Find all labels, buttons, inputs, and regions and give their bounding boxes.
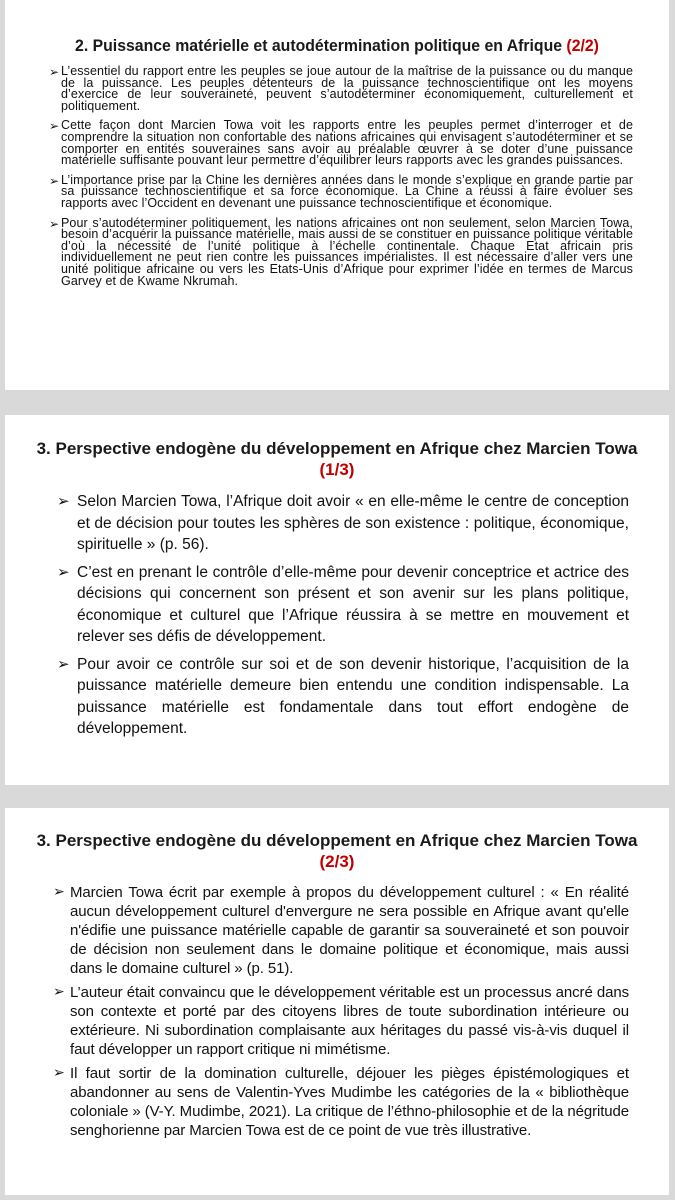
bullet-list bbox=[5, 480, 669, 740]
bullet-text: L’auteur était convaincu que le développement véritable est un processus ancré dans son contexte et porté par des citoyens libres de toute subordination intérieure ou extérieure. Ni subordination complaisante aux héritages du passé vis-à-vis duquel il faut développer un rapport critique ni mimétisme. bbox=[70, 984, 629, 1058]
slide-perspective-endogene-2 bbox=[5, 808, 669, 1195]
bullet-item bbox=[55, 983, 629, 1059]
bullet-text: Cette façon dont Marcien Towa voit les rapports entre les peuples permet d’interroger et de comprendre la situation non confortable des nations africaines qui envisagent s’autodéterminer et se comporter en entités souveraines sans avoir au préalable œuvrer à se doter d’une puissance matérielle suffisante pouvant leur permettre d’équilibrer leurs rapports avec les grandes puissances. bbox=[61, 118, 633, 168]
arrow-bullet-icon: ➢ bbox=[57, 562, 70, 581]
bullet-item bbox=[55, 654, 629, 740]
bullet-item bbox=[49, 172, 633, 210]
bullet-list bbox=[5, 872, 669, 1140]
arrow-bullet-icon: ➢ bbox=[57, 492, 70, 510]
bullet-item bbox=[51, 120, 633, 166]
bullet-item bbox=[55, 1064, 629, 1140]
arrow-bullet-icon: ➢ bbox=[53, 1065, 65, 1081]
slide-title-text: 3. Perspective endogène du développement en Afrique chez Marcien Towa bbox=[36, 831, 638, 850]
slide-part-indicator: (1/3) bbox=[319, 460, 355, 479]
slide-part-indicator: (2/3) bbox=[319, 852, 355, 871]
bullet-text: Marcien Towa écrit par exemple à propos du développement culturel : « En réalité aucun développement culturel d'envergure ne sera possible en Afrique avant qu'elle n'édifie une puissance matérielle capable de garantir sa souveraineté et son pouvoir de décision non seulement dans le domaine politique et économique, mais aussi dans le domaine culturel » (p. 51). bbox=[70, 884, 629, 977]
bullet-text: Pour avoir ce contrôle sur soi et de son devenir historique, l’acquisition de la puissance matérielle demeure bien entendu une condition indispensable. La puissance matérielle est fondamentale dans tout effort endogène de développement. bbox=[77, 655, 629, 737]
bullet-text: L’essentiel du rapport entre les peuples se joue autour de la maîtrise de la puissance ou du manque de la puissance. Les peuples détenteurs de la puissance technoscientifique ont les moyens d’exercice de leur souveraineté, peuvent s’autodéterminer économiquement, culturellement et politiquement. bbox=[61, 64, 633, 113]
slide-puissance-materielle bbox=[5, 0, 669, 390]
arrow-bullet-icon: ➢ bbox=[53, 984, 65, 1000]
bullet-text: C’est en prenant le contrôle d’elle-même pour devenir conceptrice et actrice des décisions qui concernent son présent et son avenir sur les plans politique, économique et culturel que l’Afrique réussira à se mettre en mouvement et relever ses défis de développement. bbox=[77, 563, 629, 645]
slide-title bbox=[5, 415, 669, 480]
arrow-bullet-icon: ➢ bbox=[49, 119, 60, 134]
bullet-text: Selon Marcien Towa, l’Afrique doit avoir « en elle-même le centre de conception et de décision pour toutes les sphères de son existence : politique, économique, spirituelle » (p. 56). bbox=[77, 493, 629, 553]
slide-part-indicator: (2/2) bbox=[566, 36, 599, 55]
slide-title-text: 2. Puissance matérielle et autodétermination politique en Afrique bbox=[75, 36, 567, 55]
slide-title bbox=[28, 0, 646, 56]
arrow-bullet-icon: ➢ bbox=[53, 884, 65, 900]
bullet-text: Pour s’autodéterminer politiquement, les nations africaines ont non seulement, selon Marcien Towa, besoin d’acquérir la puissance matérielle, mais aussi de se constituer en puissance politique véritable d’où la nécessité de l’unité politique à l’échelle continentale. Chaque Etat africain pris individuellement ne peut rien contre les puissances impérialistes. Il est nécessaire d’aller vers une unité politique africaine ou vers les Etats-Unis d’Afrique pour exprimer l’idée en termes de Marcus Garvey et de Kwame Nkrumah. bbox=[61, 215, 633, 288]
bullet-item bbox=[51, 66, 633, 112]
bullet-item bbox=[49, 215, 633, 288]
slide-title bbox=[5, 808, 669, 872]
arrow-bullet-icon: ➢ bbox=[57, 654, 70, 673]
bullet-item bbox=[55, 491, 629, 556]
arrow-bullet-icon: ➢ bbox=[49, 65, 60, 79]
slide-perspective-endogene-1 bbox=[5, 415, 669, 785]
arrow-bullet-icon: ➢ bbox=[49, 216, 60, 231]
bullet-item bbox=[55, 883, 629, 978]
bullet-text: L’importance prise par la Chine les dernières années dans le monde s’explique en grande partie par sa puissance technoscientifique et sa force économique. La Chine a réussi à faire évoluer ses rapports avec l’Occident en devenant une puissance technoscientifique et économique. bbox=[61, 172, 633, 210]
slide-title-text: 3. Perspective endogène du développement en Afrique chez Marcien Towa bbox=[36, 439, 638, 458]
bullet-list bbox=[5, 56, 669, 287]
bullet-item bbox=[55, 562, 629, 648]
bullet-text: Il faut sortir de la domination culturelle, déjouer les pièges épistémologiques et abandonner au sens de Valentin-Yves Mudimbe les catégories de la « bibliothèque coloniale » (V-Y. Mudimbe, 2021). La critique de l’éthno-philosophie et de la négritude senghorienne par Marcien Towa est de ce point de vue très illustrative. bbox=[70, 1065, 629, 1139]
arrow-bullet-icon: ➢ bbox=[49, 173, 60, 188]
